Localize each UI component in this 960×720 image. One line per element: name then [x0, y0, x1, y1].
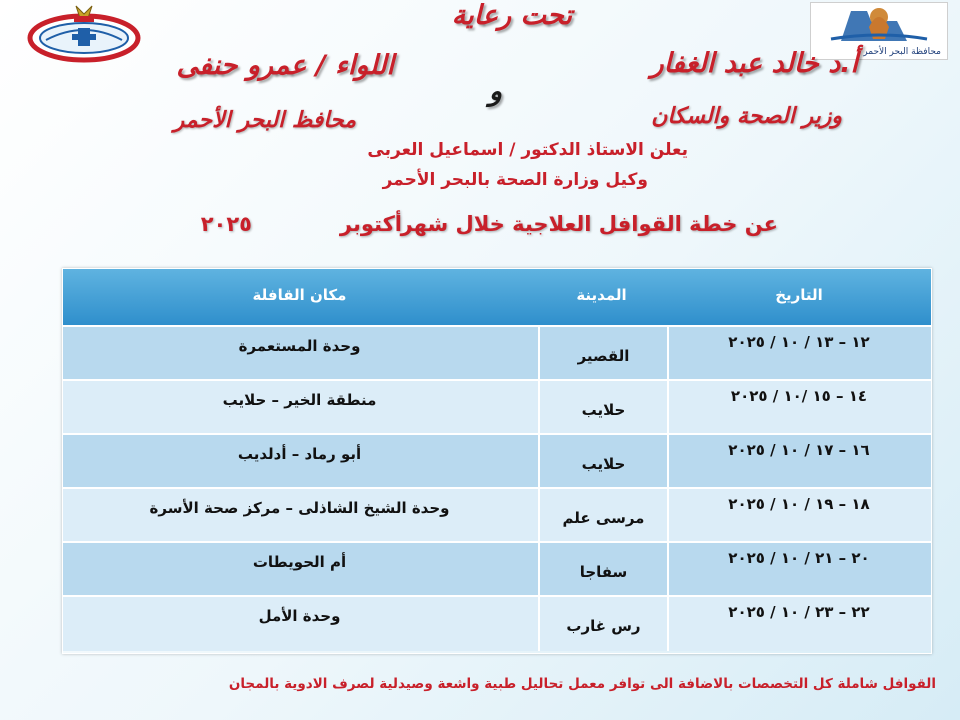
- city-text: حلايب: [581, 401, 626, 419]
- table-row: [63, 325, 931, 381]
- city-text: القصير: [577, 347, 630, 365]
- city-text: رس غارب: [566, 617, 641, 635]
- table-header-row: [63, 269, 931, 325]
- cell-date: [667, 543, 931, 597]
- cell-city: [538, 327, 669, 381]
- cell-place: [63, 597, 536, 651]
- cell-date: [667, 327, 931, 381]
- header-date: التاريخ: [775, 286, 823, 304]
- cell-city: [538, 435, 669, 489]
- convoy-schedule-table: [62, 268, 932, 654]
- cell-place: [63, 543, 536, 597]
- header-city: المدينة: [576, 286, 627, 304]
- place-text: وحدة المستعمرة: [238, 337, 361, 355]
- announcer-line: يعلن الاستاذ الدكتور / اسماعيل العربى: [367, 140, 688, 160]
- date-text: ١٦ – ١٧ / ١٠ / ٢٠٢٥: [728, 441, 870, 459]
- cell-date: [667, 435, 931, 489]
- governorate-logo-caption: محافظة البحر الأحمر: [863, 47, 941, 57]
- cell-city: [538, 543, 669, 597]
- and-conjunction: و: [488, 76, 502, 107]
- place-text: وحدة الأمل: [258, 607, 341, 625]
- date-text: ٢٢ – ٢٣ / ١٠ / ٢٠٢٥: [728, 603, 870, 621]
- city-text: سفاجا: [579, 563, 628, 581]
- place-text: منطقة الخير – حلايب: [222, 391, 377, 409]
- cell-city: [538, 489, 669, 543]
- date-text: ٢٠ – ٢١ / ١٠ / ٢٠٢٥: [728, 549, 870, 567]
- ministry-of-health-logo: [26, 2, 142, 66]
- table-row: [63, 433, 931, 489]
- cell-city: [538, 381, 669, 435]
- date-text: ١٤ – ١٥ /١٠ / ٢٠٢٥: [730, 387, 868, 405]
- city-text: حلايب: [581, 455, 626, 473]
- cell-date: [667, 597, 931, 651]
- table-row: [63, 541, 931, 597]
- date-text: ١٨ – ١٩ / ١٠ / ٢٠٢٥: [728, 495, 870, 513]
- place-text: وحدة الشيخ الشاذلى – مركز صحة الأسرة: [149, 499, 450, 517]
- announcer-title: وكيل وزارة الصحة بالبحر الأحمر: [382, 170, 648, 190]
- plan-year: ٢٠٢٥: [200, 212, 252, 236]
- table-row: [63, 487, 931, 543]
- city-text: مرسى علم: [562, 509, 645, 527]
- doctor-name: أ.د خالد عبد الغفار: [650, 48, 858, 79]
- date-text: ١٢ – ١٣ / ١٠ / ٢٠٢٥: [728, 333, 870, 351]
- cell-place: [63, 435, 536, 489]
- plan-month: أكتوبر: [339, 212, 402, 236]
- cell-place: [63, 327, 536, 381]
- general-title: محافظ البحر الأحمر: [173, 108, 356, 133]
- footer-note: القوافل شاملة كل التخصصات بالاضافة الى توافر معمل تحاليل طبية واشعة وصيدلية لصرف الادوية بالمجان: [228, 676, 936, 692]
- header-place: مكان القافلة: [252, 286, 347, 304]
- general-name: اللواء / عمرو حنفى: [176, 50, 394, 81]
- table-row: [63, 595, 931, 651]
- doctor-title: وزير الصحة والسكان: [651, 104, 842, 129]
- place-text: أبو رماد – أدلديب: [237, 445, 362, 463]
- cell-city: [538, 597, 669, 651]
- place-text: أم الحويطات: [252, 553, 347, 571]
- cell-date: [667, 489, 931, 543]
- under-patronage-title: تحت رعاية: [451, 0, 572, 31]
- table-row: [63, 379, 931, 435]
- cell-place: [63, 381, 536, 435]
- cell-date: [667, 381, 931, 435]
- cell-place: [63, 489, 536, 543]
- plan-line: عن خطة القوافل العلاجية خلال شهر: [400, 212, 778, 236]
